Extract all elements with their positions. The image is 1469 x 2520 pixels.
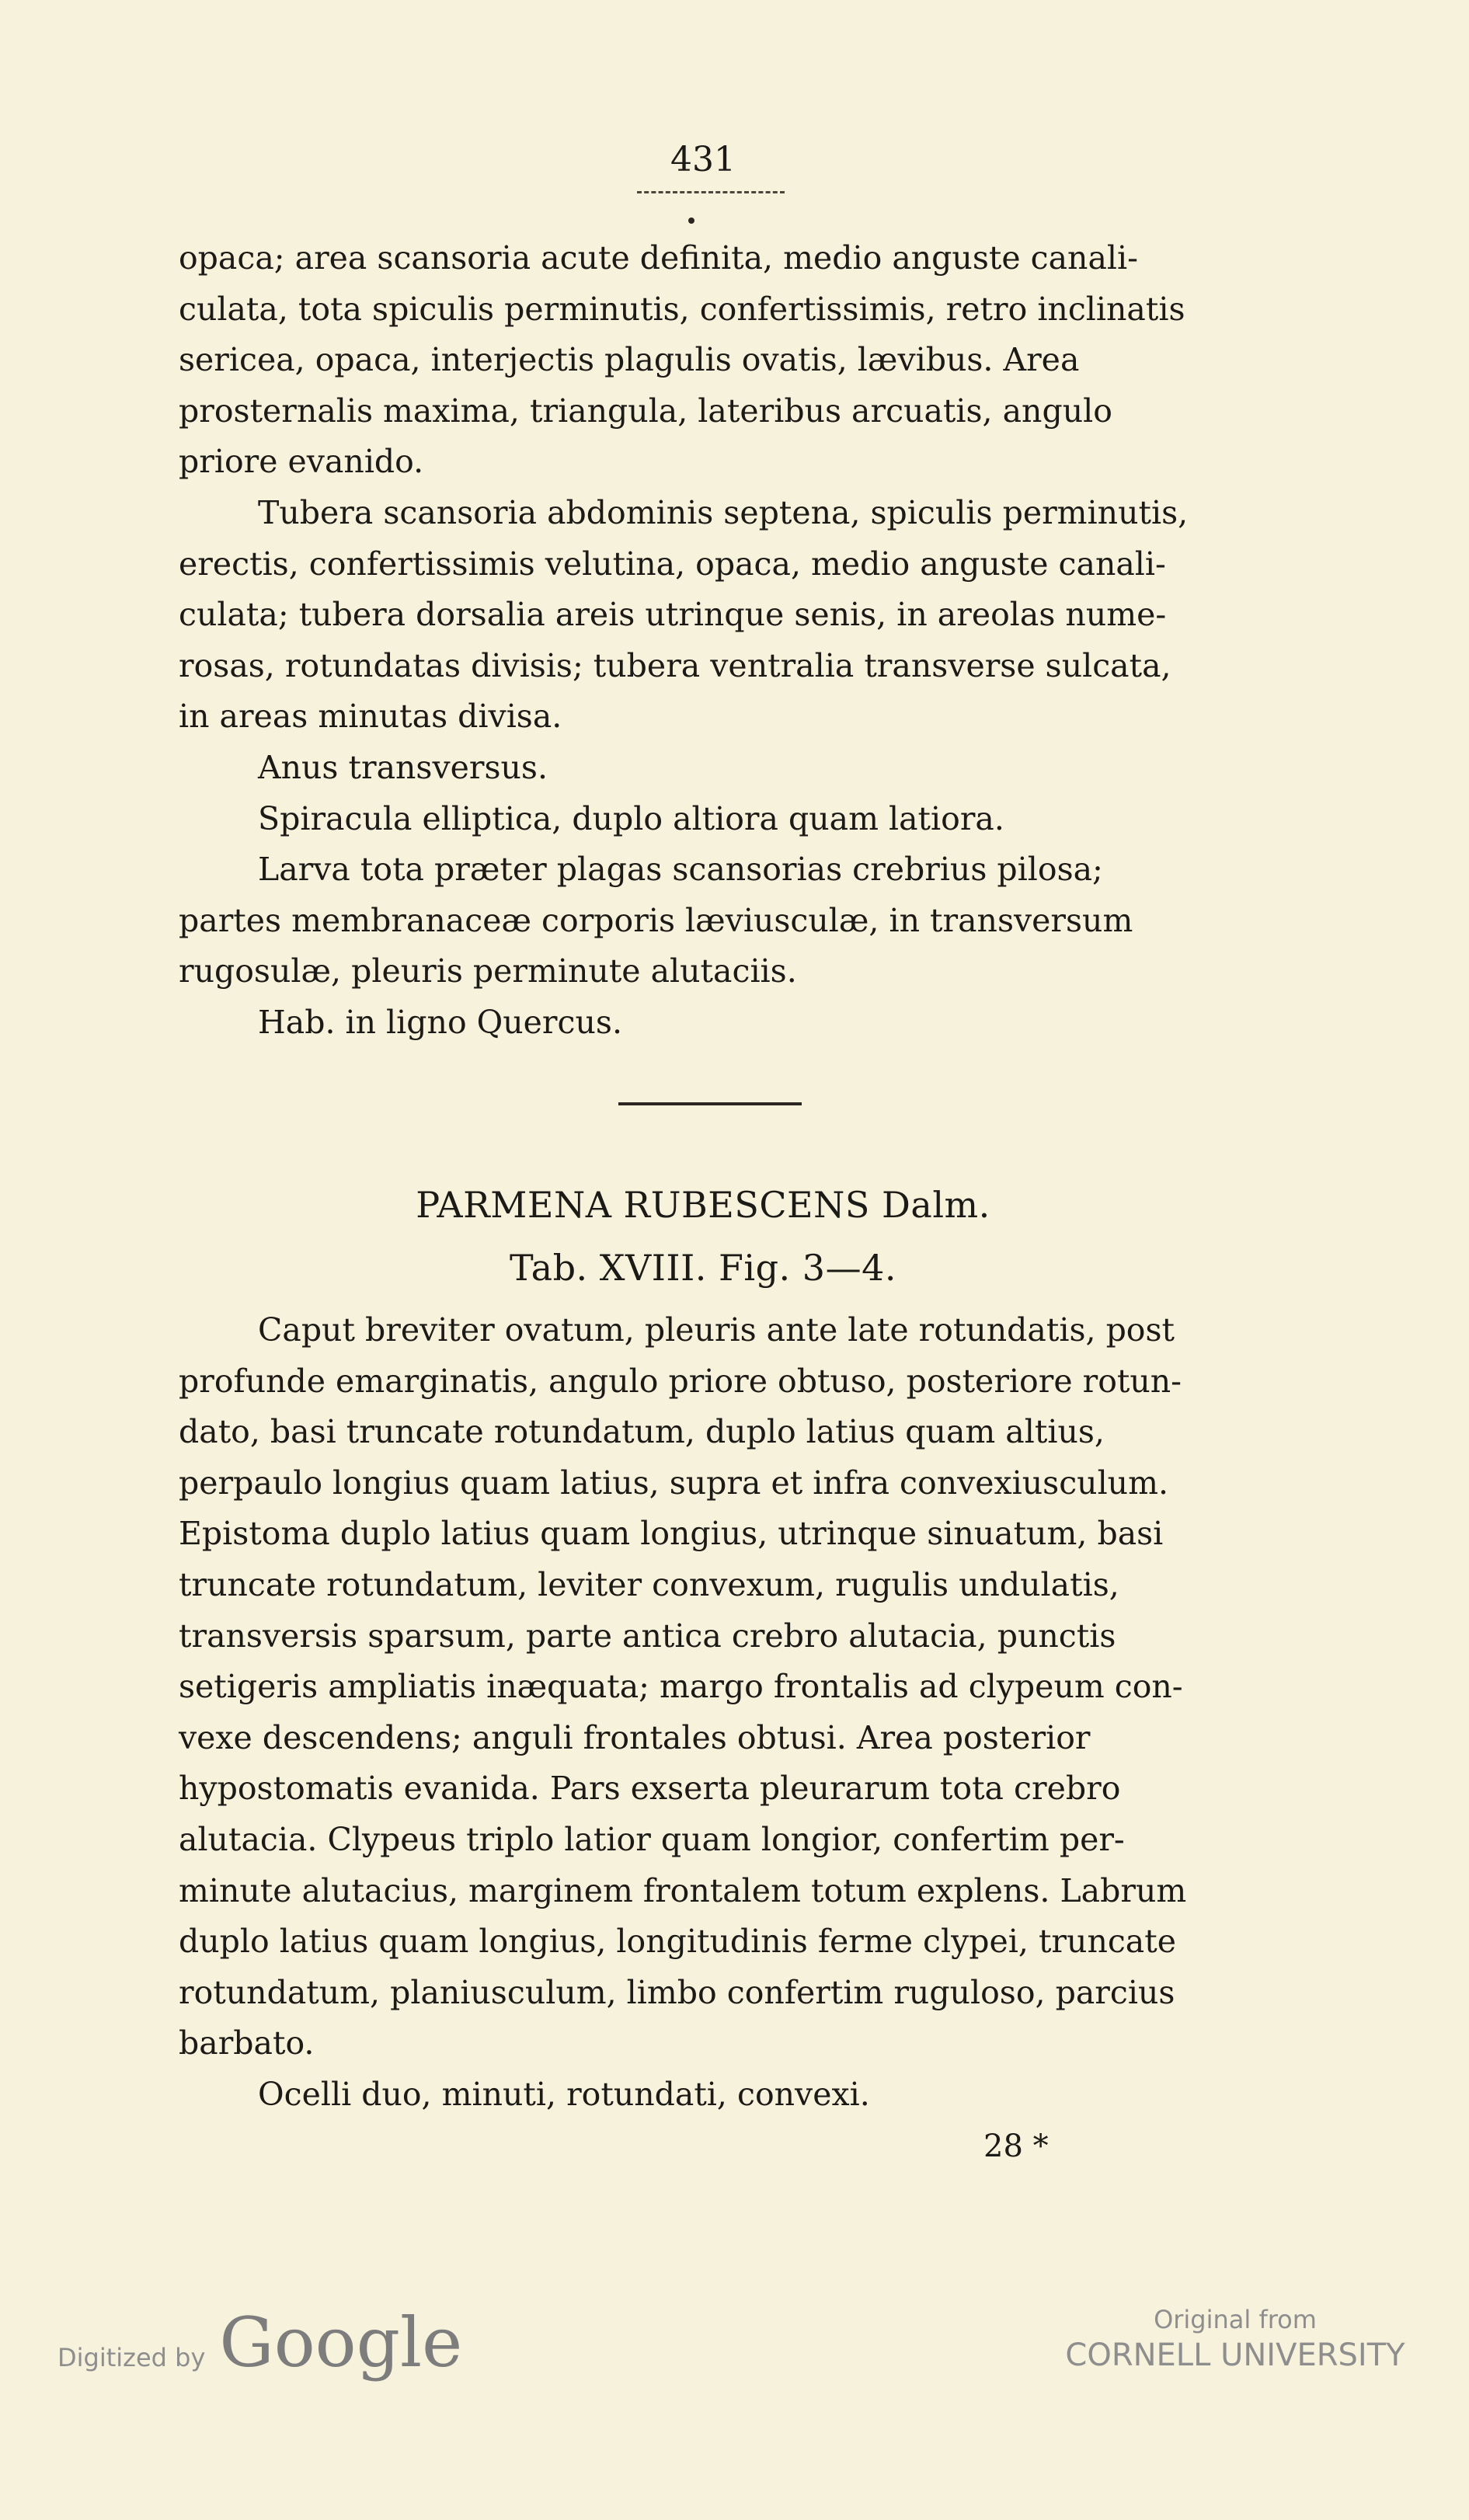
source-watermark — [1064, 2304, 1406, 2376]
section-2-text — [179, 1305, 1243, 2121]
university-label: CORNELL UNIVERSITY — [1065, 2337, 1405, 2373]
paragraph: Spiracula elliptica, duplo altiora quam latiora. — [258, 799, 1004, 837]
paragraph: Tubera scansoria abdominis septena, spiculis perminutis, erectis, confertissimis velutina, opaca, medio anguste canali- culata; tubera dorsalia areis utrinque senis, in areolas nume- rosas, rotundatas divisis; tubera ventralia transverse sulcata, in areas minutas divisa. — [179, 493, 1189, 736]
section-divider — [618, 1102, 802, 1105]
paragraph: Hab. in ligno Quercus. — [258, 1003, 622, 1041]
section-1-text — [179, 233, 1243, 1049]
paragraph: Anus transversus. — [258, 748, 548, 786]
ink-dot — [688, 218, 694, 224]
paragraph: Caput breviter ovatum, pleuris ante late rotundatis, post profunde emarginatis, angulo priore obtuso, posteriore rotun- dato, basi truncate rotundatum, duplo latius quam altius, perpaulo longius quam latius, supra et infra convexiusculum. Epistoma duplo latius quam longius, utrinque sinuatum, basi truncate rotundatum, leviter convexum, rugulis undulatis, transversis sparsum, parte antica crebro alutacia, punctis setigeris ampliatis inæquata; margo frontalis ad clypeum con- vexe descendens; anguli frontales obtusi. Area posterior hypostomatis evanida. Pars exserta pleurarum tota crebro alutacia. Clypeus triplo latior quam longior, confertim per- minute alutacius, marginem frontalem totum explens. Labrum duplo latius quam longius, longitudinis ferme clypei, truncate rotundatum, planiusculum, limbo confertim ruguloso, parcius barbato. — [179, 1311, 1187, 2062]
paragraph: Larva tota præter plagas scansorias crebrius pilosa; partes membranaceæ corporis læviusculæ, in transversum rugosulæ, pleuris perminute alutaciis. — [179, 851, 1133, 990]
paragraph: opaca; area scansoria acute definita, medio anguste canali- culata, tota spiculis perminutis, confertissimis, retro inclinatis sericea, opaca, interjectis plagulis ovatis, lævibus. Area prosternalis maxima, triangula, lateribus arcuatis, angulo priore evanido. — [179, 239, 1185, 481]
digitized-by-label: Digitized by — [57, 2343, 206, 2372]
original-from-label: Original from — [1154, 2305, 1317, 2334]
page-number: 431 — [670, 140, 736, 179]
google-logo: Google — [219, 2302, 463, 2383]
paragraph: Ocelli duo, minuti, rotundati, convexi. — [258, 2075, 870, 2113]
plate-reference: Tab. XVIII. Fig. 3—4. — [510, 1247, 896, 1289]
species-heading: PARMENA RUBESCENS Dalm. — [416, 1184, 990, 1226]
signature-mark: 28 * — [983, 2128, 1049, 2164]
digitized-by-watermark — [57, 2304, 462, 2382]
page-number-rule — [637, 191, 785, 193]
